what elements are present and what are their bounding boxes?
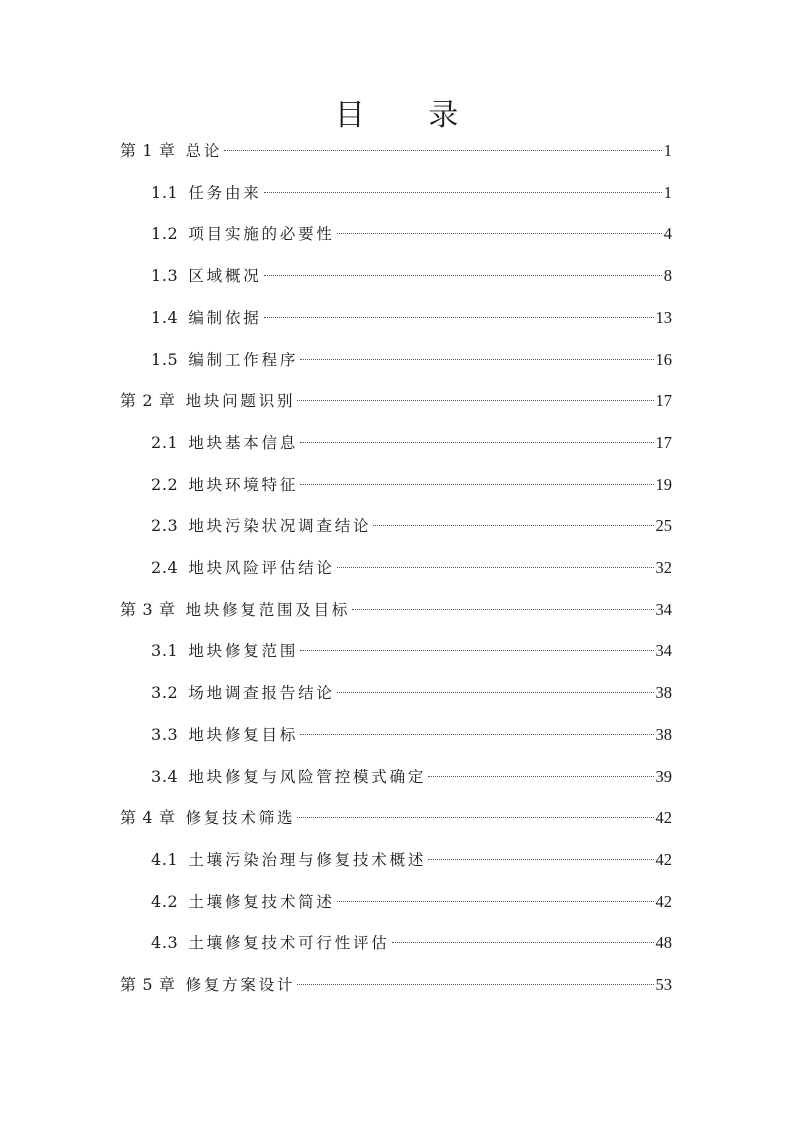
toc-page-number: 4 (663, 224, 672, 244)
toc-dot-leader (300, 442, 653, 443)
toc-page-number: 34 (655, 599, 672, 619)
toc-entry-title: 编制依据 (188, 308, 262, 327)
toc-page-number: 39 (655, 766, 672, 786)
toc-entry-number: 2.1 (151, 432, 179, 452)
toc-dot-leader (300, 359, 653, 360)
toc-dot-leader (373, 525, 653, 526)
toc-entry-number: 3.4 (151, 766, 179, 786)
toc-section-entry[interactable] (151, 722, 672, 748)
toc-entry-title: 项目实施的必要性 (188, 225, 335, 244)
toc-dot-leader (337, 567, 654, 568)
toc-dot-leader (297, 817, 653, 818)
toc-entry-title: 地块修复范围及目标 (185, 600, 351, 619)
toc-entry-number: 第 4 章 (120, 808, 176, 828)
toc-section-entry[interactable] (151, 263, 672, 289)
toc-entry-number: 第 3 章 (120, 599, 176, 619)
toc-dot-leader (297, 400, 653, 401)
toc-section-entry[interactable] (151, 930, 672, 956)
toc-entry-title: 地块环境特征 (188, 475, 299, 494)
toc-entry-title: 场地调查报告结论 (188, 684, 335, 703)
toc-entry-number: 2.2 (151, 474, 179, 494)
toc-page-number: 48 (655, 933, 672, 953)
toc-entry-number: 1.1 (151, 182, 179, 202)
toc-dot-leader (264, 192, 662, 193)
toc-entry-number: 2.3 (151, 516, 179, 536)
toc-entry-number: 4.2 (151, 891, 179, 911)
toc-section-entry[interactable] (151, 221, 672, 247)
toc-dot-leader (337, 692, 654, 693)
toc-entry-number: 3.1 (151, 641, 179, 661)
toc-entry-title: 土壤修复技术简述 (188, 892, 335, 911)
toc-section-entry[interactable] (151, 472, 672, 498)
toc-dot-leader (300, 734, 653, 735)
toc-entry-title: 地块基本信息 (188, 433, 299, 452)
toc-entry-title: 总论 (185, 142, 223, 160)
toc-chapter-entry[interactable] (120, 388, 672, 414)
toc-entry-title: 区域概况 (188, 267, 262, 286)
toc-entry-title: 修复方案设计 (185, 976, 296, 994)
toc-page-number: 25 (655, 516, 672, 536)
toc-page-number: 42 (655, 891, 672, 911)
toc-entry-title: 地块问题识别 (185, 392, 296, 411)
toc-section-entry[interactable] (151, 305, 672, 331)
toc-entry-title: 土壤修复技术可行性评估 (188, 934, 390, 953)
toc-dot-leader (392, 942, 654, 943)
toc-page-number: 17 (655, 432, 672, 452)
toc-entry-number: 第 1 章 (120, 141, 176, 160)
toc-page-number: 32 (655, 558, 672, 577)
toc-entry-title: 编制工作程序 (188, 350, 299, 369)
toc-entry-title: 地块修复范围 (188, 642, 299, 661)
toc-chapter-entry[interactable] (120, 972, 672, 998)
toc-dot-leader (297, 984, 653, 985)
toc-page-number: 17 (655, 391, 672, 411)
toc-dot-leader (428, 776, 653, 777)
toc-section-entry[interactable] (151, 680, 672, 706)
toc-entry-number: 第 5 章 (120, 975, 176, 994)
toc-page-number: 19 (655, 474, 672, 494)
toc-entry-number: 1.5 (151, 349, 179, 369)
toc-entry-title: 修复技术筛选 (185, 809, 296, 828)
toc-entry-title: 土壤污染治理与修复技术概述 (188, 850, 427, 869)
toc-entry-title: 地块污染状况调查结论 (188, 517, 372, 536)
toc-section-entry[interactable] (151, 513, 672, 539)
toc-chapter-entry[interactable] (120, 597, 672, 623)
toc-section-entry[interactable] (151, 764, 672, 790)
toc-entry-number: 1.3 (151, 266, 179, 286)
toc-page-number: 42 (655, 808, 672, 828)
toc-page-number: 8 (663, 266, 672, 286)
page-title: 目 录 (334, 98, 486, 133)
toc-page-number: 1 (663, 141, 672, 160)
toc-entry-title: 地块修复与风险管控模式确定 (188, 767, 427, 786)
toc-page-number: 38 (655, 683, 672, 703)
toc-page-number: 42 (655, 849, 672, 869)
toc-dot-leader (264, 275, 662, 276)
toc-section-entry[interactable] (151, 889, 672, 915)
toc-entry-number: 3.3 (151, 724, 179, 744)
toc-chapter-entry[interactable] (120, 138, 672, 164)
toc-dot-leader (300, 650, 653, 651)
toc-entry-title: 任务由来 (188, 183, 262, 202)
toc-page-number: 38 (655, 724, 672, 744)
toc-entry-number: 2.4 (151, 558, 179, 577)
toc-page-number: 16 (655, 349, 672, 369)
toc-dot-leader (337, 233, 662, 234)
toc-entry-number: 1.4 (151, 307, 179, 327)
toc-dot-leader (352, 609, 653, 610)
toc-entry-number: 3.2 (151, 683, 179, 703)
toc-chapter-entry[interactable] (120, 805, 672, 831)
toc-page-number: 13 (655, 307, 672, 327)
toc-dot-leader (300, 484, 653, 485)
toc-section-entry[interactable] (151, 430, 672, 456)
toc-dot-leader (264, 317, 654, 318)
toc-entry-title: 地块风险评估结论 (188, 559, 335, 577)
toc-page-number: 53 (655, 975, 672, 994)
toc-section-entry[interactable] (151, 180, 672, 206)
toc-section-entry[interactable] (151, 555, 672, 581)
toc-page-number: 34 (655, 641, 672, 661)
toc-dot-leader (337, 901, 654, 902)
toc-section-entry[interactable] (151, 638, 672, 664)
toc-section-entry[interactable] (151, 847, 672, 873)
toc-section-entry[interactable] (151, 347, 672, 373)
toc-entry-number: 1.2 (151, 224, 179, 244)
toc-page-number: 1 (663, 182, 672, 202)
toc-entry-title: 地块修复目标 (188, 725, 299, 744)
toc-dot-leader (224, 150, 662, 151)
toc-entry-number: 第 2 章 (120, 391, 176, 411)
toc-entry-number: 4.1 (151, 849, 179, 869)
toc-dot-leader (428, 859, 653, 860)
toc-entry-number: 4.3 (151, 933, 179, 953)
